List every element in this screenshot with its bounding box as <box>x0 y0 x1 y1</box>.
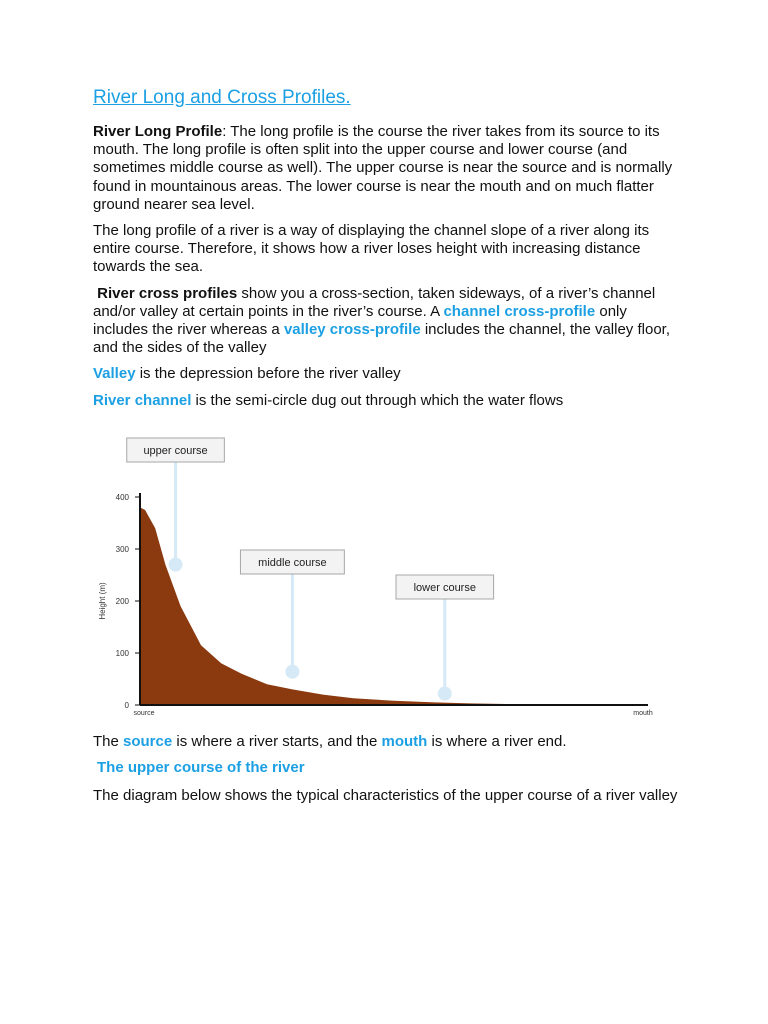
term-river-cross-profiles: River cross profiles <box>97 284 238 302</box>
annotation-label: upper course <box>143 445 208 457</box>
annotation-label: middle course <box>258 557 327 569</box>
annotation-label: lower course <box>413 582 476 594</box>
paragraph-text: : The long profile is the course the river takes from its source to its mouth. The long profile is often split into the upper course and lower course (and sometimes middle course as well). The upper course is near the source and is normally found in mountainous areas. The lower course is near the mouth and on much flatter ground nearer sea level. <box>93 123 673 213</box>
paragraph-text: is the depression before the river valley <box>135 365 401 383</box>
annotation-marker <box>438 687 452 701</box>
paragraph-text: is where a river starts, and the <box>172 733 382 750</box>
x-label-mouth: mouth <box>633 710 653 717</box>
paragraph-text: only includes the river whereas a <box>93 302 627 339</box>
long-profile-chart-svg <box>93 430 663 725</box>
y-tick-label: 300 <box>115 545 129 554</box>
paragraph-valley <box>93 365 678 383</box>
y-tick-label: 100 <box>115 649 129 658</box>
y-axis-label: Height (m) <box>98 582 107 620</box>
subheading-upper-course: The upper course of the river <box>97 759 305 777</box>
term-mouth: mouth <box>381 733 428 750</box>
page-title-period: . <box>345 87 351 108</box>
term-channel-cross-profile: channel cross-profile <box>443 302 596 320</box>
paragraph-text: show you a cross-section, taken sideways, of a river’s channel and/or valley at certain points in the river’s course. A <box>93 284 656 320</box>
profile-area <box>140 507 648 705</box>
y-tick-label: 0 <box>124 701 129 710</box>
paragraph-text: is the semi-circle dug out through which the water flows <box>191 391 564 409</box>
page-title-text: River Long and Cross Profiles <box>93 87 346 108</box>
document-body <box>93 86 678 418</box>
x-label-source: source <box>133 710 155 717</box>
document-body-continued <box>93 733 678 813</box>
paragraph-text: includes the channel, the valley floor, and the sides of the valley <box>93 321 670 357</box>
term-valley: Valley <box>93 365 136 383</box>
page-title <box>93 86 678 110</box>
paragraph-upper-course-diagram: The diagram below shows the typical characteristics of the upper course of a river valley <box>93 787 678 805</box>
paragraph-long-profile <box>93 123 678 214</box>
paragraph-text: is where a river end. <box>427 733 567 750</box>
paragraph-long-profile-definition: The long profile of a river is a way of displaying the channel slope of a river along its entire course. Therefore, it shows how a river loses height with increasing distance towards the sea. <box>93 222 650 276</box>
paragraph-text: The <box>93 733 124 750</box>
y-tick-label: 200 <box>115 597 129 606</box>
paragraph-river-channel <box>93 392 678 410</box>
annotation-marker <box>285 665 299 679</box>
term-source: source <box>123 733 173 750</box>
annotation-marker <box>169 558 183 572</box>
term-river-long-profile: River Long Profile <box>93 123 223 140</box>
paragraph-source-mouth <box>93 733 678 751</box>
paragraph-cross-profiles <box>93 285 678 358</box>
long-profile-chart <box>93 430 663 725</box>
term-river-channel: River channel <box>93 391 192 409</box>
term-valley-cross-profile: valley cross-profile <box>283 321 421 339</box>
y-tick-label: 400 <box>115 493 129 502</box>
